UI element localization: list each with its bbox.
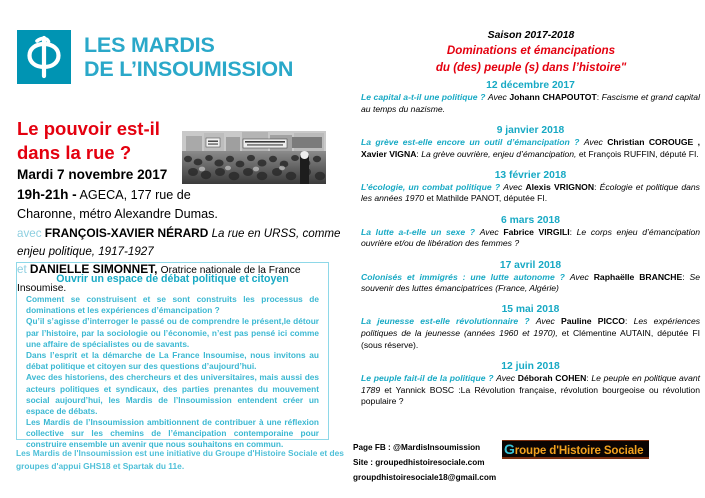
session-separator: : <box>682 271 685 282</box>
session-item <box>358 170 703 205</box>
session-item <box>358 260 703 295</box>
session-speaker: Johann CHAPOUTOT <box>509 92 597 102</box>
session-separator: : <box>596 92 600 102</box>
session-work: Les expériences politiques de la jeunesse (années 1960 et 1970), <box>361 316 701 339</box>
event-venue: AGECA, 177 rue de <box>79 188 191 203</box>
event-time-venue <box>17 185 342 205</box>
session-date: 15 mai 2018 <box>501 304 560 316</box>
session-date: 12 juin 2018 <box>501 360 560 372</box>
contact-block <box>353 440 496 486</box>
initiative-note: Les Mardis de l'Insoumission est une initiative du Groupe d'Histoire Sociale et des groupes d'appui GHS18 et Spartak du 11e. <box>16 448 344 471</box>
session-avec: Avec <box>503 181 523 192</box>
debate-paragraph: Avec des historiens, des chercheurs et des universitaires, mais aussi des acteurs politiques et syndicaux, des parties prenantes du mouvement social aujourd’hui, les Mardis de l’Insoumission entendent créer un espace de débats. <box>26 372 319 416</box>
avec-label: avec <box>17 227 42 241</box>
speaker-2-role: Oratrice nationale de la France Insoumise. <box>17 265 301 294</box>
debate-paragraph: Qu’il s’agisse d’interroger le passé ou de comprendre le présent,le détour par l’histoire, par la sociologie ou l’économie, n’est pas pensé ici comme une affaire de spécialistes ou de savants. <box>26 316 319 349</box>
session-avec: Avec <box>479 226 499 237</box>
session-item <box>358 304 703 351</box>
event-headline <box>17 117 187 166</box>
event-time: 19h-21h - <box>17 187 77 203</box>
session-list <box>358 80 703 418</box>
session-question: La grève est-elle encore un outil d’émancipation ? <box>361 136 580 147</box>
brand-title-line1: LES MARDIS <box>84 32 215 57</box>
speaker-1-name: FRANÇOIS-XAVIER NÉRARD <box>44 226 209 241</box>
session-question: La lutte a-t-elle un sexe ? <box>361 226 476 237</box>
debate-paragraph: Comment se construisent et se sont construits les processus de dominations et les expériences d’émancipation ? <box>26 294 319 316</box>
debate-paragraph: Dans l’esprit et la démarche de La France Insoumise, nous invitons au débat politique et citoyen sur des questions d’aujourd’hui. <box>26 349 319 372</box>
ghs-logo-initial: G <box>504 441 515 457</box>
session-avec: Avec <box>535 316 555 327</box>
event-speaker-1 <box>17 225 342 260</box>
session-tail: et François RUFFIN, député FI. <box>578 148 699 159</box>
event-date: Mardi 7 novembre 2017 <box>17 167 168 182</box>
session-work: La grève ouvrière, enjeu d’émancipation, <box>421 148 577 159</box>
session-avec: Avec <box>569 271 589 282</box>
session-description <box>358 137 703 160</box>
session-date: 13 février 2018 <box>494 169 567 181</box>
session-item <box>358 215 703 250</box>
session-work: Fascisme et grand capital au temps du nazisme. <box>361 92 700 114</box>
et-label: et <box>17 263 27 277</box>
session-date: 17 avril 2018 <box>499 259 562 271</box>
session-tail: et Clémentine AUTAIN, députée FI (sous réserve). <box>361 328 700 350</box>
season-year: Saison 2017-2018 <box>487 30 575 41</box>
event-venue-continued: Charonne, métro Alexandre Dumas. <box>17 207 218 222</box>
session-work: Le corps enjeu d’émancipation ouvrière et/ou de libération des femmes ? <box>361 226 701 249</box>
ghs-logo-text <box>502 441 643 457</box>
right-column <box>352 0 705 498</box>
debate-paragraph: Les Mardis de l’Insoumission ambitionnent de contribuer à une réflexion collective sur les chemins de l’émancipation contemporaine pour construire ensemble un avenir que nous souhaitons en commun. <box>26 417 319 450</box>
brand-header <box>17 30 293 84</box>
session-work: Écologie et politique dans les années 1970 <box>361 181 700 204</box>
session-work: Le peuple en politique avant 1789 <box>361 372 701 395</box>
session-avec: Avec <box>583 136 603 147</box>
session-question: Le capital a-t-il une politique ? <box>361 92 486 102</box>
left-column <box>0 0 352 498</box>
session-separator: : <box>416 148 419 159</box>
speaker-1-work: La rue en URSS, comme enjeu politique, 1917-1927 <box>17 227 341 258</box>
ghs-logo-rest: roupe d'Histoire Sociale <box>514 444 644 457</box>
session-description <box>358 92 703 115</box>
session-avec: Avec <box>496 372 516 383</box>
session-separator: : <box>625 316 628 327</box>
session-item <box>358 125 703 160</box>
season-theme-line2: du (des) peuple (s) dans l’histoire" <box>435 60 627 74</box>
event-headline-line1: Le pouvoir est-il <box>17 118 160 139</box>
session-date: 12 décembre 2017 <box>486 80 575 91</box>
brand-title <box>84 33 293 81</box>
session-date: 9 janvier 2018 <box>496 124 565 136</box>
website-url[interactable]: Site : groupedhistoiresociale.com <box>353 458 485 468</box>
session-item <box>358 361 703 408</box>
session-question: Colonisés et immigrés : une lutte autonome ? <box>361 271 565 282</box>
season-header <box>362 28 700 76</box>
session-speaker: Raphaëlle BRANCHE <box>593 271 683 282</box>
event-headline-line2: dans la rue ? <box>17 142 132 164</box>
session-separator: : <box>586 372 589 383</box>
facebook-page[interactable]: Page FB : @MardisInsoumission <box>353 443 481 452</box>
session-speaker: Déborah COHEN <box>517 372 587 383</box>
debate-box-body <box>26 294 319 451</box>
session-separator: : <box>569 226 572 237</box>
session-separator: : <box>594 181 597 192</box>
session-description <box>358 316 703 351</box>
session-speaker: Pauline PICCO <box>561 316 625 327</box>
session-description <box>358 227 703 250</box>
session-item <box>358 80 703 115</box>
speaker-2-name: DANIELLE SIMONNET, <box>29 262 158 277</box>
debate-space-box <box>16 262 329 450</box>
session-question: La jeunesse est-elle révolutionnaire ? <box>361 316 530 327</box>
email-address[interactable]: groupdhistoiresociale18@gmail.com <box>353 473 497 483</box>
session-tail: et Yannick BOSC :La Révolution française, révolution bourgeoise ou révolution populaire ? <box>361 384 700 407</box>
session-speaker: Christian COROUGE , Xavier VIGNA <box>361 136 701 159</box>
session-avec: Avec <box>487 92 507 102</box>
debate-box-title: Ouvrir un espace de débat politique et citoyen <box>56 273 289 285</box>
brand-title-line2: DE L’INSOUMISSION <box>84 57 294 81</box>
session-speaker: Alexis VRIGNON <box>525 181 595 192</box>
session-question: Le peuple fait-il de la politique ? <box>361 372 494 383</box>
session-description <box>358 272 703 295</box>
session-speaker: Fabrice VIRGILI <box>503 226 570 237</box>
session-date: 6 mars 2018 <box>501 214 560 226</box>
session-tail: et Mathilde PANOT, députée FI. <box>426 193 548 204</box>
phi-symbol-logo-icon <box>17 30 71 84</box>
session-question: L’écologie, un combat politique ? <box>361 181 501 192</box>
season-theme-line1: Dominations et émancipations <box>446 44 616 58</box>
groupe-histoire-sociale-logo <box>502 440 649 459</box>
session-work: Se souvenir des luttes émancipatrices (France, Algérie) <box>361 271 701 294</box>
session-description <box>358 373 703 408</box>
session-description <box>358 182 703 205</box>
